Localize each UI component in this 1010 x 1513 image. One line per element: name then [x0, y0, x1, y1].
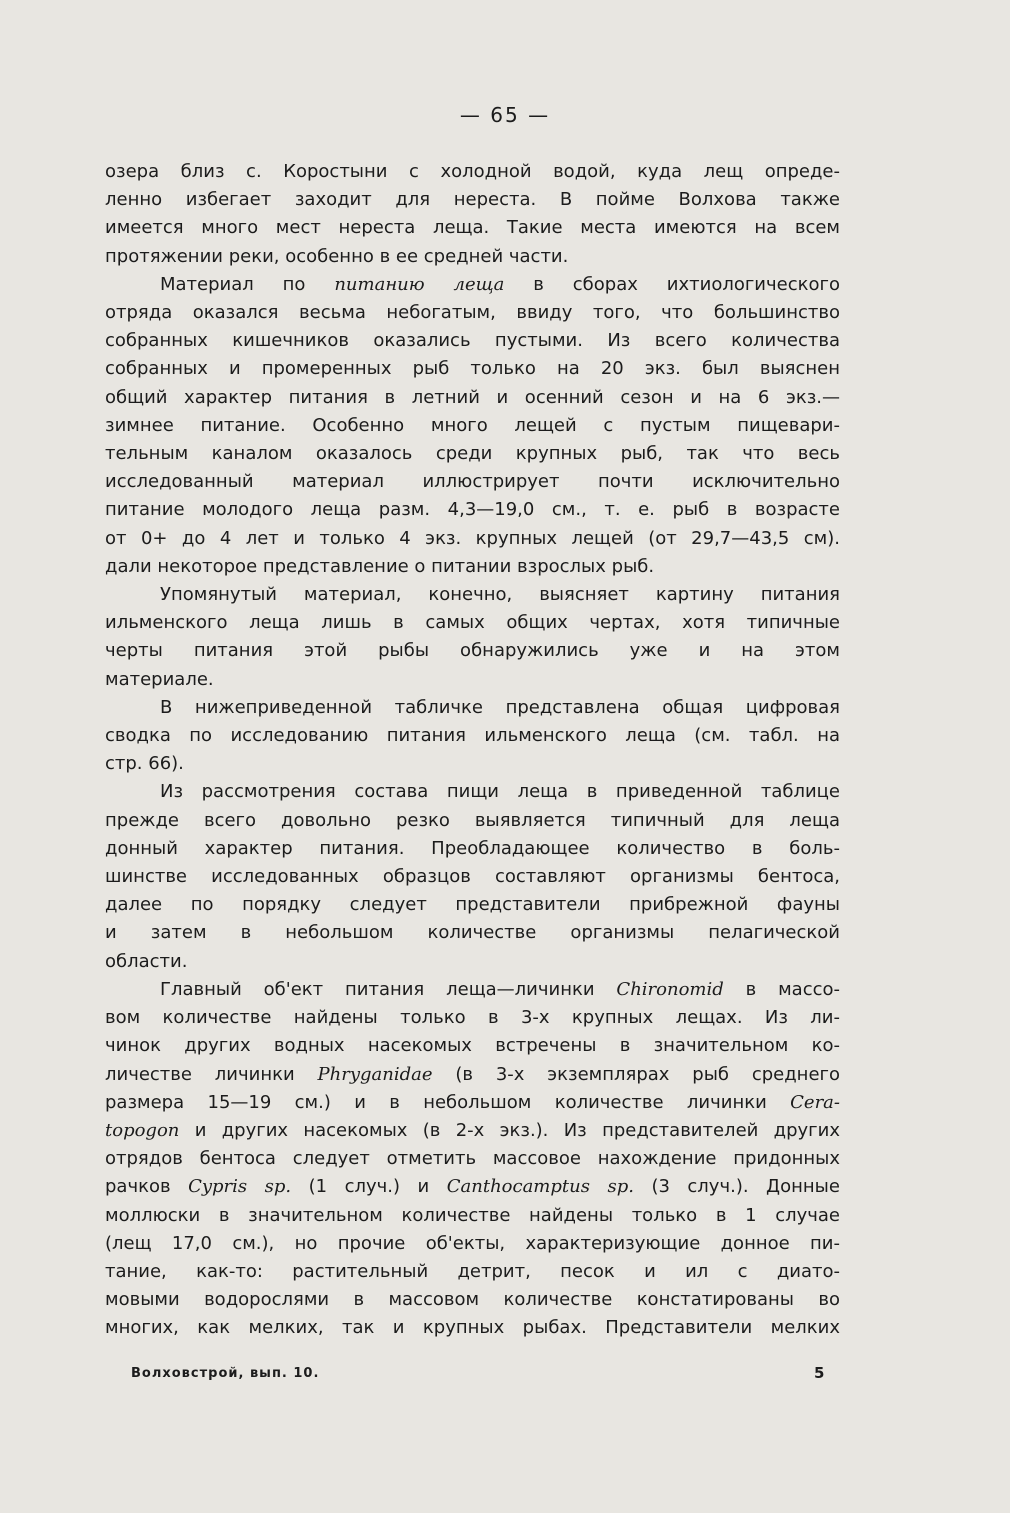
italic-term: Cypris sp.	[188, 1176, 292, 1198]
text-line: прежде всего довольно резко выявляется типичный для леща	[105, 809, 840, 831]
text-line: ильменского леща лишь в самых общих чертах, хотя типичные	[105, 612, 840, 634]
text-line: Упомянутый материал, конечно, выясняет картину питания	[160, 584, 840, 606]
footer-publication: Волховстрой, вып. 10.	[131, 1366, 320, 1381]
italic-term: topogon	[105, 1119, 180, 1141]
text-line: озера близ с. Коростыни с холодной водой, куда лещ опреде-	[105, 161, 840, 182]
text-line: материале.	[105, 668, 214, 690]
text-line: имеется много мест нереста леща. Такие места имеются на всем	[105, 217, 840, 239]
italic-term: Chironomid	[616, 978, 724, 1000]
text-line: донный характер питания. Преобладающее количество в боль-	[105, 837, 840, 859]
text-line: зимнее питание. Особенно много лещей с пустым пищевари-	[105, 414, 840, 436]
italic-term: питанию леща	[334, 273, 505, 295]
text-body	[105, 158, 840, 1343]
text-line: протяжении реки, особенно в ее средней части.	[105, 245, 569, 267]
text-line: размера 15—19 см.) и в небольшом количестве личинки Cera-	[105, 1091, 840, 1113]
text-line: сводка по исследованию питания ильменского леща (см. табл. на	[105, 725, 840, 747]
text-line: topogon и других насекомых (в 2-х экз.). Из представителей других	[105, 1119, 840, 1141]
text-line: Из рассмотрения состава пищи леща в приведенной таблице	[160, 781, 840, 803]
text-line: дали некоторое представление о питании взрослых рыб.	[105, 555, 655, 577]
text-line: тание, как-то: растительный детрит, песок и ил с диато-	[105, 1260, 840, 1282]
page-number: — 65 —	[459, 103, 551, 127]
paragraph-1	[105, 158, 840, 271]
text-line: вом количестве найдены только в 3-х крупных лещах. Из ли-	[105, 1007, 840, 1029]
text-line: В нижеприведенной табличке представлена общая цифровая	[160, 696, 840, 718]
italic-term: Cera-	[790, 1091, 840, 1113]
text-line: ленно избегает заходит для нереста. В пойме Волхова также	[105, 189, 840, 211]
paragraph-5	[105, 778, 840, 975]
text-line: черты питания этой рыбы обнаружились уже и на этом	[105, 640, 840, 662]
text-line: моллюски в значительном количестве найдены только в 1 случае	[105, 1204, 840, 1226]
text-line: отрядов бентоса следует отметить массовое нахождение придонных	[105, 1148, 840, 1170]
text-line: тельным каналом оказалось среди крупных рыб, так что весь	[105, 443, 840, 465]
paragraph-6	[105, 976, 840, 1343]
text-line: и затем в небольшом количестве организмы пелагической	[105, 922, 840, 944]
text-line: (лещ 17,0 см.), но прочие об'екты, характеризующие донное пи-	[105, 1232, 840, 1254]
text-line: собранных и промеренных рыб только на 20 экз. был выяснен	[105, 358, 840, 380]
text-line: Материал по питанию леща в сборах ихтиологического	[160, 273, 840, 295]
italic-term: Phryganidae	[317, 1063, 433, 1085]
text-line: Главный об'ект питания леща—личинки Chironomid в массо-	[160, 978, 840, 1000]
text-line: общий характер питания в летний и осенний сезон и на 6 экз.—	[105, 386, 840, 408]
footer-signature-mark: 5	[814, 1364, 825, 1382]
text-line: питание молодого леща разм. 4,3—19,0 см., т. е. рыб в возрасте	[105, 499, 840, 521]
text-line: многих, как мелких, так и крупных рыбах. Представители мелких	[105, 1317, 840, 1339]
paragraph-2	[105, 271, 840, 581]
text-line: мовыми водорослями в массовом количестве констатированы во	[105, 1289, 840, 1311]
text-line: чинок других водных насекомых встречены в значительном ко-	[105, 1035, 840, 1057]
text-line: отряда оказался весьма небогатым, ввиду того, что большинство	[105, 302, 840, 324]
text-line: исследованный материал иллюстрирует почти исключительно	[105, 471, 840, 493]
text-line: собранных кишечников оказались пустыми. Из всего количества	[105, 330, 840, 352]
italic-term: Canthocamptus sp.	[446, 1176, 634, 1198]
text-line: рачков Cypris sp. (1 случ.) и Canthocamptus sp. (3 случ.). Донные	[105, 1176, 840, 1198]
text-line: шинстве исследованных образцов составляют организмы бентоса,	[105, 866, 840, 888]
paragraph-4	[105, 694, 840, 779]
paragraph-3	[105, 581, 840, 694]
text-line: стр. 66).	[105, 753, 184, 775]
text-line: далее по порядку следует представители прибрежной фауны	[105, 894, 840, 916]
text-line: личестве личинки Phryganidae (в 3-х экземплярах рыб среднего	[105, 1063, 840, 1085]
text-line: от 0+ до 4 лет и только 4 экз. крупных лещей (от 29,7—43,5 см).	[105, 527, 840, 549]
text-line: области.	[105, 950, 188, 972]
